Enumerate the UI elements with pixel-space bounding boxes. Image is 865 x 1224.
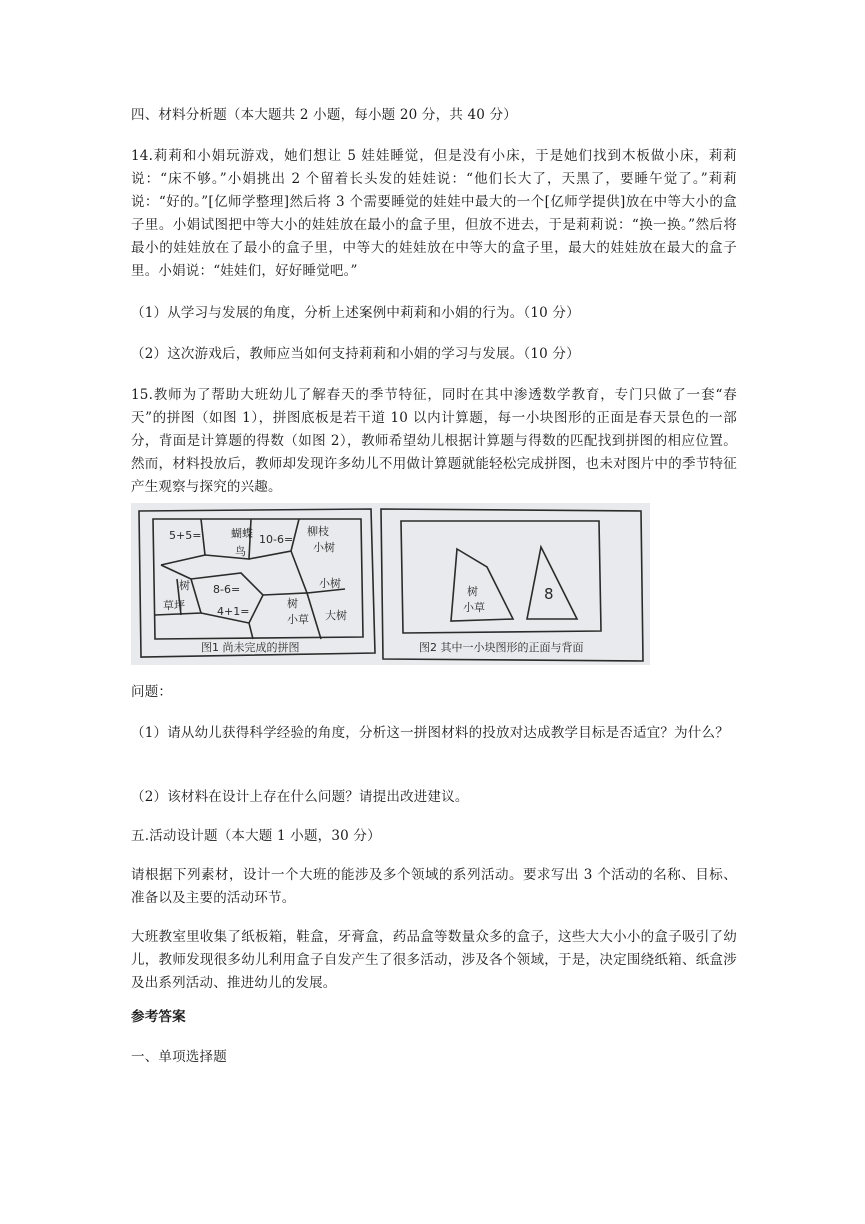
q15-sub1: （1）请从幼儿获得科学经验的角度，分析这一拼图材料的投放对达成教学目标是否适宜？为什么？ (131, 725, 729, 741)
fig1-cell-7: 树 (179, 579, 190, 592)
fig1-cell-8: 8-6= (213, 583, 241, 596)
fig1-cell-11: 4+1= (217, 605, 250, 618)
section5-p2: 大班教室里收集了纸板箱，鞋盒，牙膏盒，药品盒等数量众多的盒子，这些大大小小的盒子吸引了幼儿，教师发现很多幼儿利用盒子自发产生了很多活动，涉及各个领域，于是，决定围绕纸箱、纸盒涉及出系列活动、推进幼儿的发展。 (131, 929, 737, 991)
q14-stem: 14.莉莉和小娟玩游戏，她们想让 5 娃娃睡觉，但是没有小床，于是她们找到木板做小床，莉莉说：“床不够。”小娟挑出 2 个留着长头发的娃娃说：“他们长大了，天黑了，要睡午觉了。”莉莉说：“好的。”[亿师学整理]然后将 3 个需要睡觉的娃娃中最大的一个[亿师学提供]放在中等大小的盒子里。小娟试图把中等大小的娃娃放在最小的盒子里，但放不进去，于是莉莉说：“换一换。”然后将最小的娃娃放在了最小的盒子里，中等大的娃娃放在中等大的盒子里，最大的娃娃放在最大的盒子里。小娟说：“娃娃们，好好睡觉吧。” (131, 148, 737, 279)
fig1-cell-3: 鸟 (235, 545, 246, 558)
q15-question-label: 问题： (131, 684, 173, 700)
fig1-cell-9: 小树 (319, 577, 341, 590)
fig1-cell-6: 小树 (313, 541, 335, 554)
fig1-cell-2: 蝴蝶 (231, 527, 253, 540)
fig2-front-label: 树 (467, 585, 478, 598)
puzzle-sketch (131, 503, 650, 665)
fig1-cell-10: 草坪 (163, 599, 185, 612)
section4-heading: 四、材料分析题（本大题共 2 小题，每小题 20 分，共 40 分） (131, 107, 517, 123)
q14-sub1: （1）从学习与发展的角度，分析上述案例中莉莉和小娟的行为。（10 分） (131, 305, 580, 321)
fig1-cell-13: 小草 (287, 613, 309, 626)
answers-sub-heading: 一、单项选择题 (131, 1049, 227, 1065)
fig1-cell-5: 柳枝 (307, 525, 329, 538)
section5-heading: 五.活动设计题（本大题 1 小题，30 分） (131, 828, 381, 844)
q15-sub2: （2）该材料在设计上存在什么问题？请提出改进建议。 (131, 789, 469, 805)
fig1-caption: 图1 尚未完成的拼图 (201, 641, 300, 654)
section5-p1: 请根据下列素材，设计一个大班的能涉及多个领域的系列活动。要求写出 3 个活动的名称、目标、准备以及主要的活动环节。 (131, 867, 737, 906)
fig1-cell-12: 树 (287, 597, 298, 610)
q14-sub2: （2）这次游戏后，教师应当如何支持莉莉和小娟的学习与发展。（10 分） (131, 346, 580, 362)
answers-heading: 参考答案 (131, 1009, 186, 1025)
fig2-front-label-2: 小草 (463, 601, 485, 614)
figure2-board (381, 509, 643, 661)
fig2-caption: 图2 其中一小块图形的正面与背面 (419, 641, 584, 654)
fig1-cell-14: 大树 (325, 609, 347, 622)
puzzle-figure (131, 503, 650, 665)
fig1-cell-1: 5+5= (169, 529, 202, 542)
fig2-back-number: 8 (544, 585, 554, 603)
q15-stem: 15.教师为了帮助大班幼儿了解春天的季节特征，同时在其中渗透数学教育，专门只做了一套“春天”的拼图（如图 1），拼图底板是若干道 10 以内计算题，每一小块图形的正面是春天景色的一部分，背面是计算题的得数（如图 2），教师希望幼儿根据计算题与得数的匹配找到拼图的相应位置。然而，材料投放后，教师却发现许多幼儿不用做计算题就能轻松完成拼图，也未对图片中的季节特征产生观察与探究的兴趣。 (131, 387, 737, 495)
fig1-cell-4: 10-6= (259, 533, 294, 546)
